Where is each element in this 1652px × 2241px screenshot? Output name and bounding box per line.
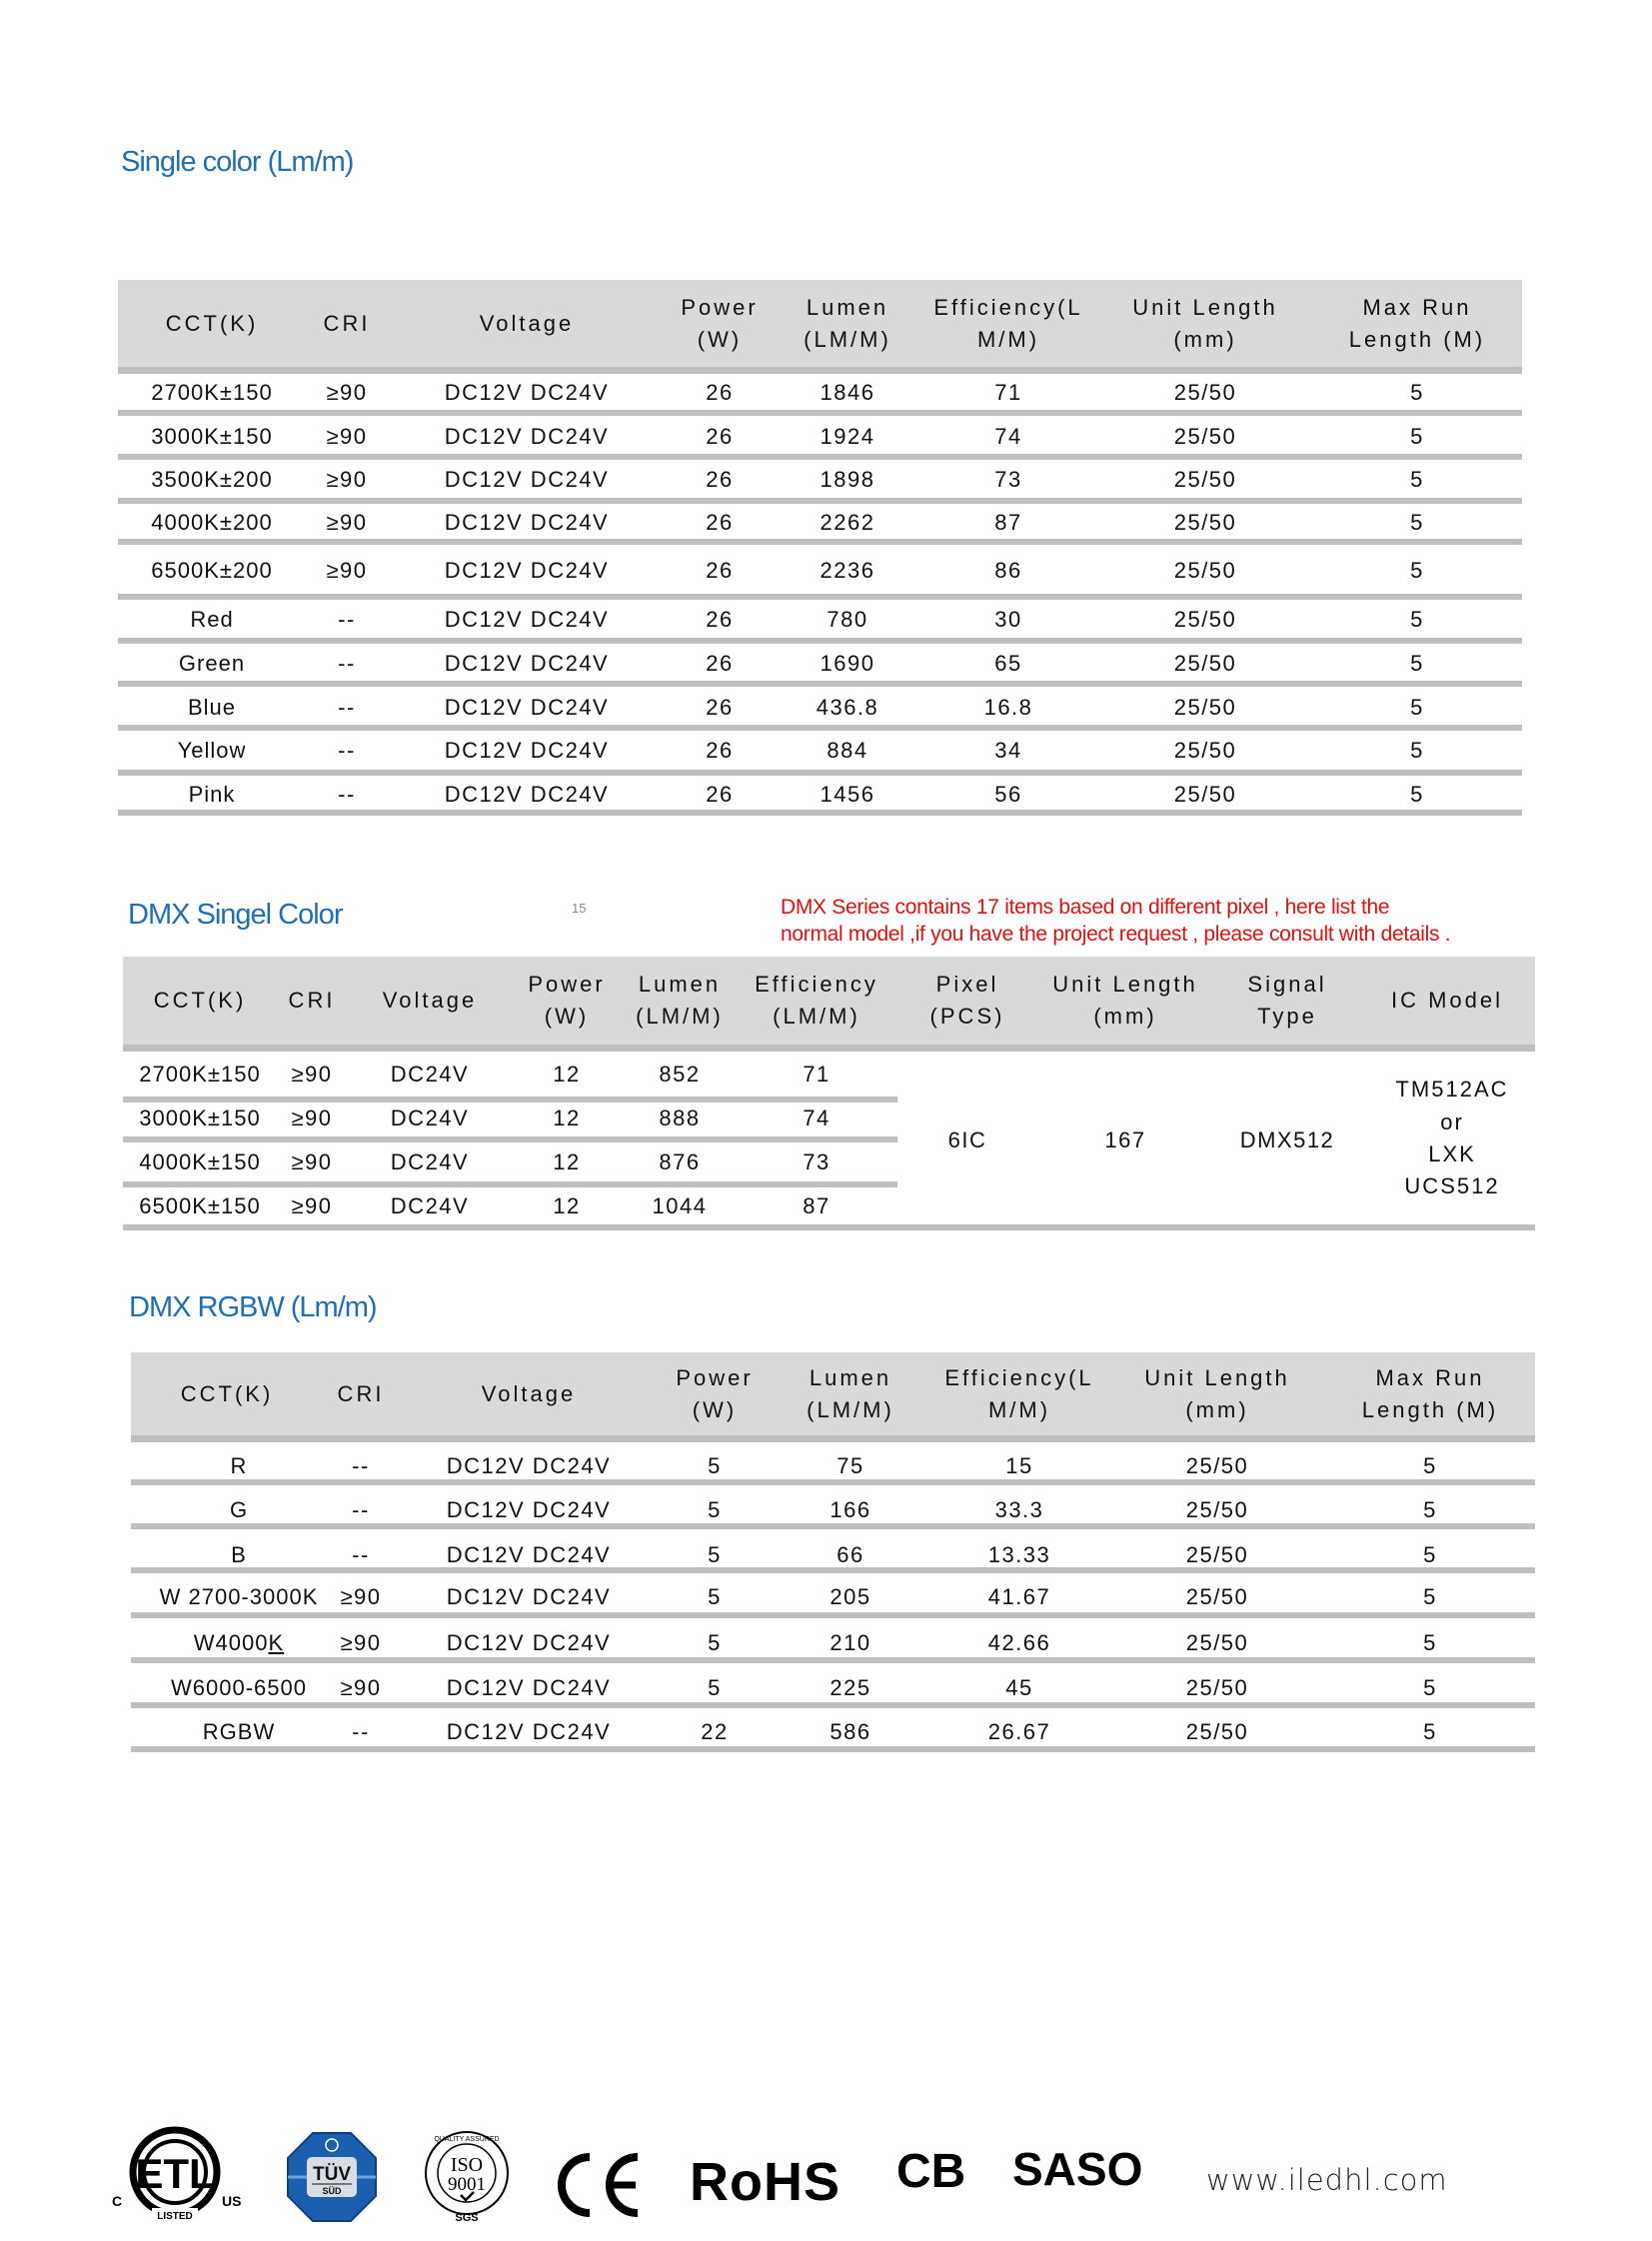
column-header-label: CCT(K) xyxy=(180,1381,274,1406)
column-header xyxy=(1349,292,1485,356)
table-cell: 15 xyxy=(1005,1453,1033,1478)
table-cell: 26 xyxy=(706,510,734,535)
table-cell: 876 xyxy=(659,1149,701,1174)
row-separator xyxy=(131,1612,1535,1618)
column-header-label: Lumen xyxy=(809,1365,892,1390)
merged-cell-pixel: 6IC xyxy=(947,1127,987,1152)
svg-text:9001: 9001 xyxy=(448,2174,486,2195)
table-cell: 4000K±200 xyxy=(151,510,273,535)
table-cell: DC24V xyxy=(390,1106,470,1130)
table-cell: ≥90 xyxy=(291,1106,333,1130)
column-header-label: Max Run xyxy=(1375,1365,1485,1390)
table-cell: 26 xyxy=(706,467,734,492)
table-cell: G xyxy=(229,1497,249,1522)
table-cell: 2236 xyxy=(820,558,875,583)
column-header xyxy=(1391,985,1503,1017)
cb-logo: CB xyxy=(896,2145,966,2198)
table-cell: 25/50 xyxy=(1173,424,1237,449)
column-header-label: Signal xyxy=(1247,972,1327,997)
table-cell: 30 xyxy=(994,607,1022,632)
table-cell: 166 xyxy=(829,1497,871,1522)
table-cell: 25/50 xyxy=(1173,607,1237,632)
table-cell: 1898 xyxy=(820,467,875,492)
table-cell: ≥90 xyxy=(326,424,368,449)
ce-logo xyxy=(556,2151,644,2219)
row-separator xyxy=(118,638,1522,644)
dmx-single-color-table xyxy=(123,957,1535,1231)
table-cell: 25/50 xyxy=(1185,1584,1249,1609)
row-separator xyxy=(118,810,1522,816)
row-separator xyxy=(118,594,1522,600)
table-cell: 5 xyxy=(1410,380,1424,405)
table-cell: DC24V xyxy=(390,1193,470,1218)
table-cell: 22 xyxy=(701,1719,729,1744)
table-cell: 12 xyxy=(553,1149,581,1174)
iso-9001-icon xyxy=(423,2129,511,2224)
table-cell: 87 xyxy=(994,510,1022,535)
table-cell: ≥90 xyxy=(291,1193,333,1218)
dmx-note-line-1: DMX Series contains 17 items based on different pixel , here list the xyxy=(781,896,1390,919)
table-cell: DC12V DC24V xyxy=(444,558,610,583)
column-header-label: CCT(K) xyxy=(165,311,259,336)
table-cell: DC12V DC24V xyxy=(444,782,610,807)
column-header-label: CRI xyxy=(323,311,371,336)
dmx-rgbw-table xyxy=(131,1352,1535,1762)
table-cell: ≥90 xyxy=(326,467,368,492)
table-cell: ≥90 xyxy=(326,558,368,583)
merged-cell-signal-type: DMX512 xyxy=(1239,1127,1335,1152)
column-header-label: (LM/M) xyxy=(804,327,891,352)
row-separator xyxy=(131,1746,1535,1752)
table-cell: -- xyxy=(352,1542,370,1567)
table-cell: ≥90 xyxy=(291,1149,333,1174)
table-cell: DC12V DC24V xyxy=(446,1453,612,1478)
table-cell: DC12V DC24V xyxy=(446,1584,612,1609)
table-cell: Green xyxy=(178,651,246,676)
table-cell: -- xyxy=(338,695,356,720)
column-header xyxy=(804,292,891,356)
table-cell: RGBW xyxy=(202,1719,276,1744)
table-cell: 25/50 xyxy=(1173,467,1237,492)
column-header-label: Length (M) xyxy=(1361,1397,1499,1422)
column-header-label: Voltage xyxy=(479,311,575,336)
column-header xyxy=(1144,1362,1290,1426)
table-cell: W 2700-3000K xyxy=(159,1584,319,1609)
table-cell: 13.33 xyxy=(987,1542,1051,1567)
row-separator xyxy=(123,1097,897,1103)
ic-model-line: TM512AC xyxy=(1395,1077,1509,1102)
table-cell: R xyxy=(230,1453,248,1478)
column-header-label: Power xyxy=(681,295,759,320)
column-header-label: Pixel xyxy=(935,972,999,997)
svg-text:TÜV: TÜV xyxy=(313,2164,351,2185)
etl-listed-logo xyxy=(108,2124,248,2224)
table-cell: 25/50 xyxy=(1185,1630,1249,1655)
table-cell: -- xyxy=(338,738,356,763)
table-cell: 42.66 xyxy=(987,1630,1051,1655)
ic-model-line: or xyxy=(1440,1110,1464,1134)
svg-text:QUALITY ASSURED: QUALITY ASSURED xyxy=(434,2136,500,2143)
table-cell: DC12V DC24V xyxy=(444,424,610,449)
table-cell: DC12V DC24V xyxy=(446,1497,612,1522)
column-header xyxy=(482,1378,576,1410)
table-cell: 25/50 xyxy=(1185,1497,1249,1522)
table-header-border xyxy=(123,1045,1535,1052)
table-cell: 5 xyxy=(1423,1453,1437,1478)
column-header-label: Power xyxy=(528,972,606,997)
column-header-label: Efficiency(L xyxy=(944,1365,1094,1390)
ce-mark-icon xyxy=(556,2151,644,2219)
merged-cell-unit-length: 167 xyxy=(1104,1127,1146,1152)
table-cell: 1924 xyxy=(820,424,875,449)
table-cell: 225 xyxy=(829,1675,871,1700)
column-header-label: CCT(K) xyxy=(153,988,247,1013)
row-separator xyxy=(118,454,1522,460)
table-cell: DC12V DC24V xyxy=(444,380,610,405)
row-separator xyxy=(131,1479,1535,1485)
column-header-label: Unit Length xyxy=(1052,972,1198,997)
table-cell: 12 xyxy=(553,1193,581,1218)
row-separator xyxy=(118,681,1522,687)
column-header-label: Length (M) xyxy=(1348,327,1486,352)
table-cell: DC12V DC24V xyxy=(446,1719,612,1744)
table-cell: 41.67 xyxy=(987,1584,1051,1609)
column-header-label: Efficiency xyxy=(755,972,878,997)
table-cell: 5 xyxy=(1423,1497,1437,1522)
table-cell: 25/50 xyxy=(1173,695,1237,720)
column-header xyxy=(933,292,1082,356)
table-cell: DC12V DC24V xyxy=(446,1630,612,1655)
underlined-k: K xyxy=(268,1630,285,1655)
column-header-label: (mm) xyxy=(1173,327,1237,352)
column-header xyxy=(528,969,605,1033)
table-cell: DC12V DC24V xyxy=(444,607,610,632)
iso-9001-logo xyxy=(423,2129,511,2224)
column-header-label: Max Run xyxy=(1362,295,1472,320)
table-cell: 25/50 xyxy=(1173,380,1237,405)
table-cell: 2262 xyxy=(820,510,875,535)
svg-text:SÜD: SÜD xyxy=(322,2186,342,2196)
table-cell: 210 xyxy=(829,1630,871,1655)
column-header-label: M/M) xyxy=(976,327,1040,352)
column-header-label: CRI xyxy=(337,1381,385,1406)
table-cell: 1690 xyxy=(820,651,875,676)
svg-text:C: C xyxy=(112,2193,123,2209)
rohs-logo: RoHS xyxy=(690,2152,840,2212)
table-cell: 5 xyxy=(708,1584,722,1609)
table-cell: -- xyxy=(352,1497,370,1522)
table-cell: 1456 xyxy=(820,782,875,807)
table-cell: DC12V DC24V xyxy=(446,1675,612,1700)
table-cell: 5 xyxy=(1423,1630,1437,1655)
table-cell: -- xyxy=(352,1719,370,1744)
table-cell: DC24V xyxy=(390,1062,470,1087)
column-header-label: Power xyxy=(676,1365,754,1390)
column-header xyxy=(636,969,724,1033)
svg-text:ISO: ISO xyxy=(450,2154,484,2176)
column-header xyxy=(755,969,878,1033)
table-cell: 25/50 xyxy=(1173,651,1237,676)
column-header xyxy=(930,969,1005,1033)
table-cell: W4000K xyxy=(193,1630,285,1655)
table-header-border xyxy=(118,367,1522,374)
svg-text:SGS: SGS xyxy=(455,2212,479,2224)
table-cell: 12 xyxy=(553,1062,581,1087)
row-separator xyxy=(131,1702,1535,1708)
table-cell: ≥90 xyxy=(291,1062,333,1087)
table-cell: 6500K±150 xyxy=(139,1193,261,1218)
column-header-label: IC Model xyxy=(1390,988,1504,1013)
table-cell: 436.8 xyxy=(816,695,879,720)
row-separator xyxy=(131,1523,1535,1529)
table-cell: ≥90 xyxy=(340,1630,382,1655)
column-header-label: (LM/M) xyxy=(636,1004,724,1029)
table-cell: Pink xyxy=(188,782,236,807)
table-cell: 5 xyxy=(1410,558,1424,583)
row-separator xyxy=(123,1224,1535,1230)
table-cell: 25/50 xyxy=(1185,1675,1249,1700)
table-cell: ≥90 xyxy=(326,510,368,535)
row-separator xyxy=(118,498,1522,504)
table-cell: -- xyxy=(338,782,356,807)
table-cell: 5 xyxy=(1410,510,1424,535)
table-cell: 26 xyxy=(706,607,734,632)
table-cell: 25/50 xyxy=(1173,738,1237,763)
column-header xyxy=(807,1362,894,1426)
svg-text:ETL: ETL xyxy=(135,2150,215,2197)
table-cell: 5 xyxy=(708,1497,722,1522)
table-cell: 86 xyxy=(994,558,1022,583)
column-header xyxy=(181,1378,274,1410)
column-header-label: Lumen xyxy=(806,295,889,320)
ic-model-line: LXK xyxy=(1428,1141,1476,1166)
table-cell: 6500K±200 xyxy=(151,558,273,583)
table-cell: 25/50 xyxy=(1173,510,1237,535)
table-cell: 26.67 xyxy=(987,1719,1051,1744)
table-cell: Blue xyxy=(187,695,237,720)
table-cell: DC12V DC24V xyxy=(444,467,610,492)
table-cell: 45 xyxy=(1005,1675,1033,1700)
table-cell: 888 xyxy=(659,1106,701,1130)
row-separator xyxy=(118,770,1522,776)
tuv-icon xyxy=(286,2131,378,2223)
column-header xyxy=(166,308,259,340)
table-cell: B xyxy=(231,1542,247,1567)
ic-model-line: UCS512 xyxy=(1404,1173,1500,1198)
row-separator xyxy=(118,539,1522,545)
table-cell: W6000-6500 xyxy=(171,1675,307,1700)
table-cell: 5 xyxy=(708,1542,722,1567)
section-title-dmx-rgbw: DMX RGBW (Lm/m) xyxy=(129,1291,377,1323)
column-header-label: Unit Length xyxy=(1132,295,1278,320)
table-cell: 16.8 xyxy=(983,695,1033,720)
table-cell: 26 xyxy=(706,738,734,763)
column-header xyxy=(681,292,758,356)
tuv-sud-logo xyxy=(286,2131,378,2223)
table-cell: 3000K±150 xyxy=(151,424,273,449)
table-cell: 26 xyxy=(706,782,734,807)
table-cell: 5 xyxy=(708,1453,722,1478)
table-cell: ≥90 xyxy=(340,1675,382,1700)
table-cell: -- xyxy=(352,1453,370,1478)
column-header xyxy=(1132,292,1278,356)
row-separator xyxy=(123,1181,897,1187)
table-cell: 26 xyxy=(706,424,734,449)
table-cell: 73 xyxy=(803,1149,830,1174)
column-header xyxy=(480,308,574,340)
table-cell: 12 xyxy=(553,1106,581,1130)
table-cell: 3500K±200 xyxy=(151,467,273,492)
table-cell: 26 xyxy=(706,651,734,676)
table-cell: ≥90 xyxy=(340,1584,382,1609)
table-cell: 5 xyxy=(1410,695,1424,720)
svg-text:US: US xyxy=(222,2193,242,2209)
column-header-label: (mm) xyxy=(1093,1004,1157,1029)
column-header-label: (LM/M) xyxy=(807,1397,894,1422)
column-header-label: Voltage xyxy=(481,1381,577,1406)
table-cell: 34 xyxy=(994,738,1022,763)
column-header xyxy=(1052,969,1198,1033)
column-header-label: (W) xyxy=(692,1397,738,1422)
table-cell: 5 xyxy=(1410,424,1424,449)
column-header-label: Efficiency(L xyxy=(933,295,1083,320)
table-cell: Yellow xyxy=(177,738,247,763)
column-header-label: (LM/M) xyxy=(773,1004,860,1029)
table-cell: 25/50 xyxy=(1185,1542,1249,1567)
table-cell: DC12V DC24V xyxy=(444,651,610,676)
table-cell: 71 xyxy=(803,1062,830,1087)
table-cell: 25/50 xyxy=(1173,782,1237,807)
table-cell: 75 xyxy=(836,1453,864,1478)
svg-text:LISTED: LISTED xyxy=(157,2211,193,2222)
section-title-dmx-single: DMX Singel Color xyxy=(128,899,343,931)
table-cell: 852 xyxy=(659,1062,701,1087)
column-header-label: M/M) xyxy=(987,1397,1051,1422)
table-cell: 65 xyxy=(994,651,1022,676)
table-cell: 26 xyxy=(706,380,734,405)
table-cell: 5 xyxy=(1423,1675,1437,1700)
table-cell: 5 xyxy=(1410,738,1424,763)
row-separator xyxy=(123,1136,897,1142)
column-header-label: Type xyxy=(1257,1004,1317,1029)
column-header-label: (PCS) xyxy=(929,1004,1005,1029)
row-separator xyxy=(131,1657,1535,1663)
column-header-label: Voltage xyxy=(382,988,478,1013)
column-header-label: (W) xyxy=(544,1004,590,1029)
table-cell: DC12V DC24V xyxy=(444,695,610,720)
table-cell: 25/50 xyxy=(1173,558,1237,583)
column-header xyxy=(383,985,477,1017)
table-cell: 5 xyxy=(1410,607,1424,632)
table-cell: 5 xyxy=(1423,1542,1437,1567)
column-header xyxy=(1247,969,1326,1033)
table-cell: -- xyxy=(338,651,356,676)
table-cell: 2700K±150 xyxy=(139,1062,261,1087)
table-cell: 1846 xyxy=(820,380,875,405)
page-number: 15 xyxy=(572,901,587,916)
saso-logo: SASO xyxy=(1012,2143,1143,2195)
column-header-label: (W) xyxy=(697,327,743,352)
table-cell: 25/50 xyxy=(1185,1453,1249,1478)
table-cell: 5 xyxy=(1410,467,1424,492)
dmx-note-line-2: normal model ,if you have the project request , please consult with details . xyxy=(781,923,1451,946)
table-header-border xyxy=(131,1435,1535,1442)
column-header-label: (mm) xyxy=(1185,1397,1249,1422)
row-separator xyxy=(118,725,1522,731)
etl-icon xyxy=(108,2124,248,2224)
row-separator xyxy=(118,410,1522,416)
table-cell: 25/50 xyxy=(1185,1719,1249,1744)
table-cell: 73 xyxy=(994,467,1022,492)
column-header xyxy=(289,985,336,1017)
table-cell: -- xyxy=(338,607,356,632)
table-cell: 66 xyxy=(836,1542,864,1567)
table-cell: 5 xyxy=(1423,1584,1437,1609)
table-cell: ≥90 xyxy=(326,380,368,405)
table-cell: 5 xyxy=(1423,1719,1437,1744)
table-cell: 5 xyxy=(708,1675,722,1700)
table-cell: DC24V xyxy=(390,1149,470,1174)
column-header xyxy=(338,1378,385,1410)
table-cell: 33.3 xyxy=(994,1497,1044,1522)
column-header xyxy=(324,308,371,340)
table-cell: DC12V DC24V xyxy=(446,1542,612,1567)
table-cell: 71 xyxy=(994,380,1022,405)
table-cell: DC12V DC24V xyxy=(444,510,610,535)
table-cell: 2700K±150 xyxy=(151,380,273,405)
single-color-table xyxy=(118,280,1522,820)
table-cell: 780 xyxy=(826,607,868,632)
table-cell: Red xyxy=(190,607,234,632)
column-header-label: Unit Length xyxy=(1144,1365,1290,1390)
website-link[interactable]: www.iledhl.com xyxy=(1206,2163,1448,2197)
column-header-label: Lumen xyxy=(638,972,722,997)
column-header-label: CRI xyxy=(288,988,336,1013)
table-cell: 4000K±150 xyxy=(139,1149,261,1174)
table-cell: 205 xyxy=(829,1584,871,1609)
table-cell: 5 xyxy=(1410,782,1424,807)
column-header xyxy=(676,1362,753,1426)
table-cell: 87 xyxy=(803,1193,830,1218)
table-cell: 56 xyxy=(994,782,1022,807)
table-cell: 586 xyxy=(829,1719,871,1744)
table-cell: 26 xyxy=(706,558,734,583)
table-cell: 74 xyxy=(994,424,1022,449)
column-header xyxy=(944,1362,1093,1426)
column-header xyxy=(1362,1362,1498,1426)
table-cell: DC12V DC24V xyxy=(444,738,610,763)
column-header xyxy=(154,985,247,1017)
table-cell: 3000K±150 xyxy=(139,1106,261,1130)
table-cell: 1044 xyxy=(652,1193,708,1218)
table-cell: 884 xyxy=(826,738,868,763)
table-cell: 5 xyxy=(1410,651,1424,676)
table-cell: 74 xyxy=(803,1106,830,1130)
table-cell: 26 xyxy=(706,695,734,720)
section-title-single-color: Single color (Lm/m) xyxy=(121,146,354,178)
table-cell: 5 xyxy=(708,1630,722,1655)
row-separator xyxy=(131,1567,1535,1573)
